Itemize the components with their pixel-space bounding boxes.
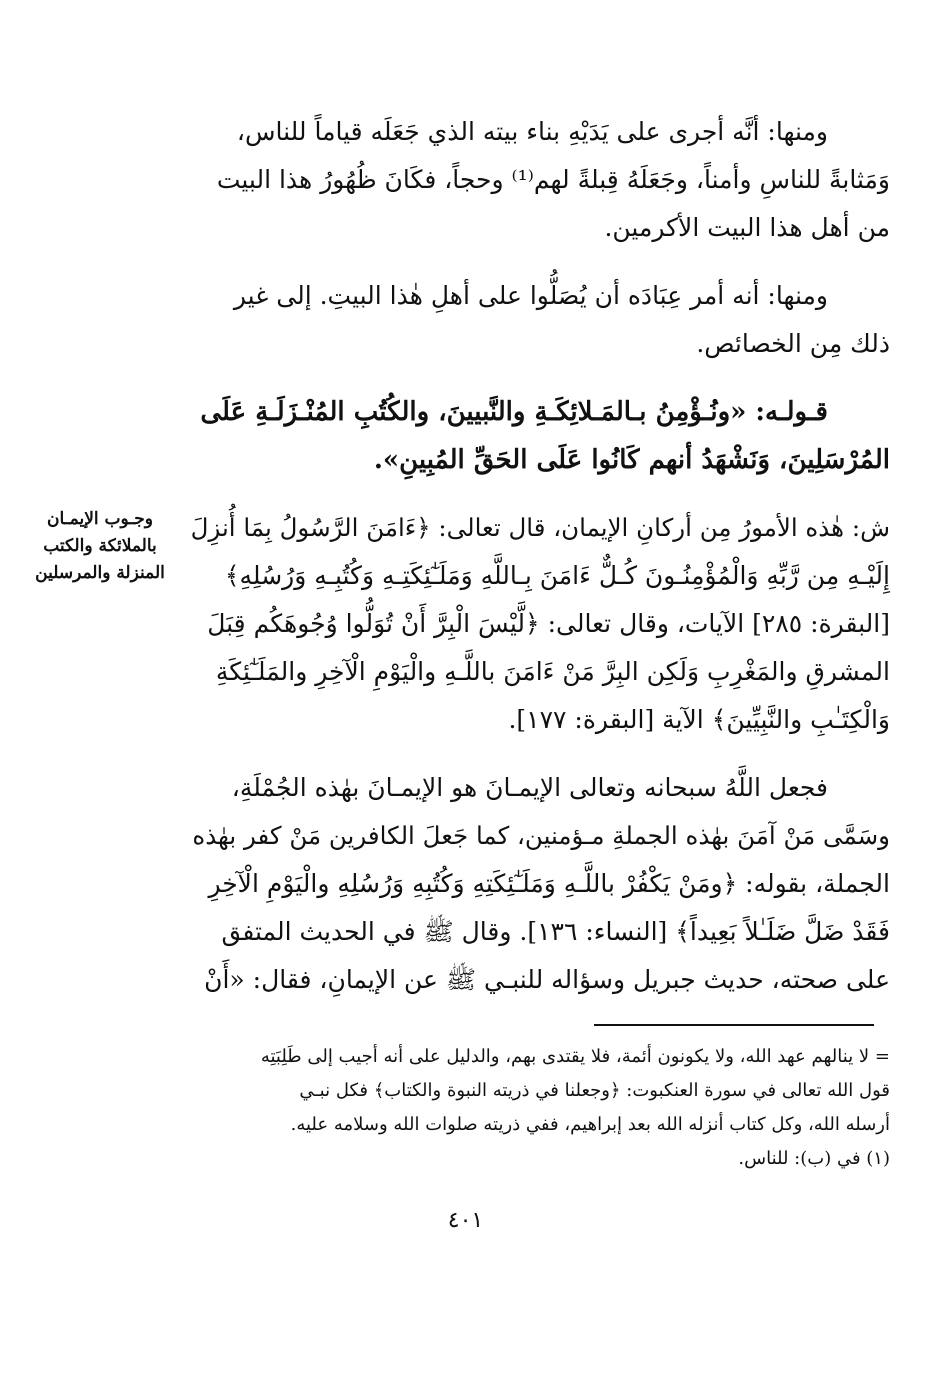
text-line: وَالْكِتَـٰبِ والنَّبِيِّينَ﴾ الآية [البقرة: ١٧٧]. [508,705,890,734]
commentary-paragraph [186,504,890,744]
paragraph-2 [186,272,890,368]
footnote-line: قول الله تعالى في سورة العنكبوت: ﴿وجعلنا في ذريته النبوة والكتاب﴾ فكل نبـي [299,1080,890,1101]
footnote-line: (١) في (ب): للناس. [738,1148,890,1169]
text-line: المُرْسَلِينَ، وَنَشْهَدُ أنهم كَانُوا عَلَى الحَقِّ المُبِينِ». [373,445,890,475]
text-line: ذلك مِن الخصائص. [696,329,890,358]
text-line: الجملة، بقوله: ﴿ومَنْ يَكْفُرْ باللَّـهِ وَمَلَـٰٓئِكَتِهِ وَكُتُبِهِ وَرُسُلِهِ والْيَوْمِ الْآخِرِ [208,869,890,898]
text-line: قـولـه: «ونُـؤْمِنُ بـالمَـلائِكَـةِ والنَّبيينَ، والكُتُبِ المُنْـزَلَـةِ عَلَى [200,397,828,427]
footnote-line: = لا ينالهم عهد الله، ولا يكونون أئمة، فلا يقتدى بهم، والدليل على أنه أجيب إلى طَلِبَتِه [260,1046,890,1067]
footnotes [186,1040,890,1176]
text-line: وسَمَّى مَنْ آمَنَ بهٰذه الجملةِ مـؤمنين، كما جَعلَ الكافرين مَنْ كفر بهٰذه [192,821,890,850]
footnote-line: أرسله الله، وكل كتاب أنزله الله بعد إبراهيم، ففي ذريته صلوات الله وسلامه عليه. [290,1114,890,1135]
text-line: على صحته، حديث جبريل وسؤاله للنبـي ﷺ عن الإيمانِ، فقال: «أَنْ [204,965,890,994]
text-line: وَمَثابةً للناسِ وأمناً، وجَعَلَهُ قِبلةً لهم⁽¹⁾ وحجاً، فكَانَ ظُهُورُ هذا البيت [216,165,890,194]
text-line: ش: هٰذه الأمورُ مِن أركانِ الإيمان، قال تعالى: ﴿ءَامَنَ الرَّسُولُ بِمَا أُنزِلَ [190,513,890,542]
text-line: [البقرة: ٢٨٥] الآيات، وقال تعالى: ﴿لَّيْسَ الْبِرَّ أَنْ تُوَلُّوا وُجُوهَكُم قِبَلَ [207,609,890,638]
paragraph-1 [186,108,890,252]
footnote-divider [594,1024,874,1026]
paragraph-5 [186,764,890,1004]
text-line: من أهل هذا البيت الأكرمين. [604,213,890,242]
text-line: ومنها: أنه أمر عِبَادَه أن يُصَلُّوا على أهلِ هٰذا البيتِ. إلى غير [233,281,828,310]
margin-note-line: المنزلة والمرسلين [35,563,165,583]
text-line: فجعل اللَّهُ سبحانه وتعالى الإيمـانَ هو الإيمـانَ بهٰذه الجُمْلَةِ، [231,773,828,802]
text-line: فَقَدْ ضَلَّ ضَلَـٰلاً بَعِيداً﴾ [النساء: ١٣٦]. وقال ﷺ في الحديث المتفق [221,917,890,946]
text-line: إِلَيْـهِ مِن رَّبِّهِ وَالْمُؤْمِنُـونَ كُـلٌّ ءَامَنَ بِـاللَّهِ وَمَلَـٰٓئِكَتِـهِ وَكُتُبِـهِ وَرُسُلِهِ﴾ [224,561,890,590]
margin-note-line: بالملائكة والكتب [43,536,157,556]
page-number: ٤٠١ [447,1208,484,1233]
text-line: المشرقِ والمَغْرِبِ وَلَكِن البِرَّ مَنْ ءَامَنَ باللَّـهِ والْيَوْمِ الْآخِرِ والمَلَـٰٓئِكَةِ [215,657,890,686]
text-line: ومنها: أنَّه أجرى على يَدَيْهِ بناء بيته الذي جَعَلَه قياماً للناس، [236,117,828,146]
margin-note-line: وجـوب الإيمـان [46,509,154,529]
margin-note [25,506,175,587]
main-text [186,108,890,1024]
creed-quote [186,388,890,484]
